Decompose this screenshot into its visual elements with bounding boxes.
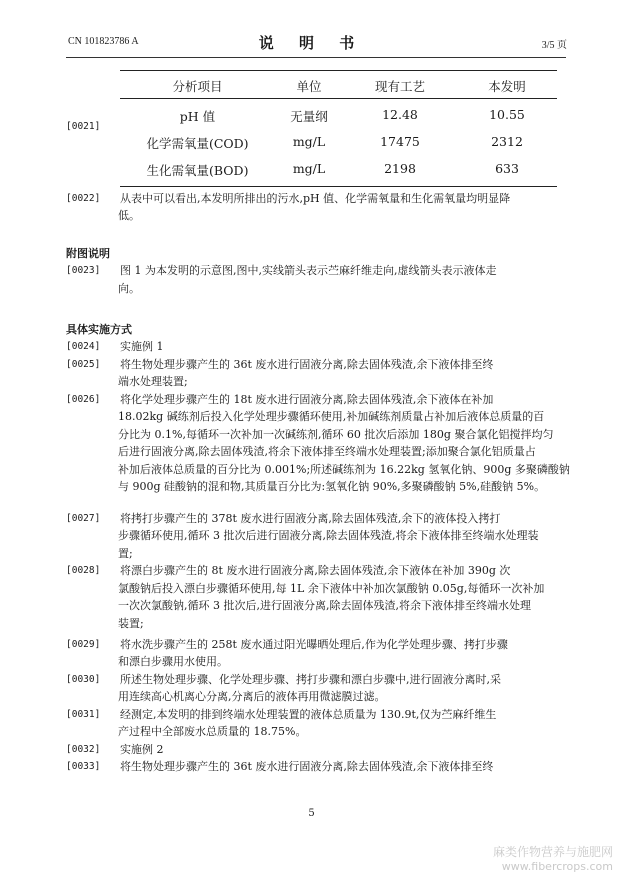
table-cell: 633 [495, 161, 519, 176]
paragraph-number: [0029] [66, 639, 101, 650]
page-number: 5 [308, 808, 315, 819]
watermark-text: 麻类作物营养与施肥网 [492, 845, 613, 859]
paragraph-line: 端水处理装置; [118, 375, 188, 388]
table-top-rule [120, 70, 557, 71]
paragraph-line: 用连续高心机离心分离,分离后的液体再用微滤膜过滤。 [118, 690, 386, 703]
paragraph-number: [0022] [66, 193, 101, 204]
table-cell: 2312 [491, 134, 523, 149]
document-title: 说 明 书 [258, 34, 365, 52]
paragraph-line: 一次次氯酸钠,循环 3 批次后,进行固液分离,除去固体残渣,将余下液体排至终端水处理 [118, 599, 531, 612]
paragraph-line: 将化学处理步骤产生的 18t 废水进行固液分离,除去固体残渣,余下液体在补加 [120, 393, 494, 406]
paragraph-line: 将水洗步骤产生的 258t 废水通过阳光曝晒处理后,作为化学处理步骤、拷打步骤 [120, 638, 508, 651]
header-rule [66, 57, 566, 58]
paragraph-line: 与 900g 硅酸钠的混和物,其质量百分比为:氢氧化钠 90%,多聚磷酸钠 5%,硅酸钠 5%。 [118, 480, 546, 493]
paragraph-line: 置; [118, 547, 133, 560]
paragraph-line: 将漂白步骤产生的 8t 废水进行固液分离,除去固体残渣,余下液体在补加 390g 次 [120, 564, 511, 577]
table-header-cell: 单位 [296, 79, 322, 94]
paragraph-line: 18.02kg 碱练剂后投入化学处理步骤循环使用,补加碱练剂质量占补加后液体总质量的百 [118, 410, 545, 423]
watermark-url: www.fibercrops.com [501, 860, 613, 873]
paragraph-number: [0028] [66, 565, 101, 576]
paragraph-line: 步骤循环使用,循环 3 批次后进行固液分离,除去固体残渣,将余下液体排至终端水处理装 [118, 529, 539, 542]
paragraph-line: 将生物处理步骤产生的 36t 废水进行固液分离,除去固体残渣,余下液体排至终 [120, 760, 494, 773]
table-cell: 12.48 [382, 107, 418, 122]
table-header-cell: 本发明 [488, 79, 526, 94]
paragraph-number: [0023] [66, 265, 101, 276]
paragraph-line: 经测定,本发明的排到终端水处理装置的液体总质量为 130.9t,仅为苎麻纤维生 [120, 708, 497, 721]
paragraph-line: 装置; [118, 617, 144, 630]
paragraph-number: [0030] [66, 674, 101, 685]
paragraph-line: 分比为 0.1%,每循环一次补加一次碱练剂,循环 60 批次后添加 180g 聚合氯化铝搅拌均匀 [118, 428, 554, 441]
table-cell: 2198 [384, 161, 416, 176]
paragraph-line: 氯酸钠后投入漂白步骤循环使用,每 1L 余下液体中补加次氯酸钠 0.05g,每循环一次补加 [118, 582, 545, 595]
paragraph-line: 将生物处理步骤产生的 36t 废水进行固液分离,除去固体残渣,余下液体排至终 [120, 358, 494, 371]
table-cell: 17475 [380, 134, 420, 149]
table-cell: 10.55 [489, 107, 525, 122]
table-header-rule [120, 98, 557, 99]
paragraph-line: 将拷打步骤产生的 378t 废水进行固液分离,除去固体残渣,余下的液体投入拷打 [120, 512, 501, 525]
paragraph-line: 补加后液体总质量的百分比为 0.001%;所述碱练剂为 16.22kg 氢氧化钠、900g 多聚磷酸钠 [118, 463, 570, 476]
section-heading: 具体实施方式 [66, 323, 132, 336]
paragraph-number: [0032] [66, 744, 101, 755]
table-cell: mg/L [292, 161, 326, 176]
paragraph-line: 和漂白步骤用水使用。 [118, 655, 228, 668]
paragraph-line: 向。 [118, 282, 140, 295]
table-cell: 生化需氧量(BOD) [146, 163, 249, 178]
paragraph-number: [0031] [66, 709, 101, 720]
table-bottom-rule [120, 186, 557, 187]
paragraph-line: 从表中可以看出,本发明所排出的污水,pH 值、化学需氧量和生化需氧量均明显降 [120, 192, 511, 205]
paragraph-number: [0026] [66, 394, 101, 405]
paragraph-number: [0021] [66, 121, 101, 132]
paragraph-line: 实施例 2 [120, 743, 164, 756]
paragraph-number: [0027] [66, 513, 101, 524]
patent-number: CN 101823786 A [68, 36, 139, 47]
paragraph-line: 产过程中全部废水总质量的 18.75%。 [118, 725, 307, 738]
table-header-cell: 现有工艺 [374, 79, 425, 94]
paragraph-line: 图 1 为本发明的示意图,图中,实线箭头表示苎麻纤维走向,虚线箭头表示液体走 [120, 264, 497, 277]
table-cell: mg/L [292, 134, 326, 149]
paragraph-number: [0024] [66, 341, 101, 352]
paragraph-line: 所述生物处理步骤、化学处理步骤、拷打步骤和漂白步骤中,进行固液分离时,采 [120, 673, 501, 686]
paragraph-number: [0033] [66, 761, 101, 772]
table-cell: 无量纲 [290, 109, 328, 124]
table-cell: pH 值 [179, 109, 216, 124]
table-cell: 化学需氧量(COD) [146, 136, 249, 151]
section-heading: 附图说明 [66, 247, 110, 260]
paragraph-number: [0025] [66, 359, 101, 370]
paragraph-line: 低。 [118, 209, 140, 222]
page-info: 3/5 页 [541, 40, 567, 51]
table-header-cell: 分析项目 [172, 79, 223, 94]
paragraph-line: 后进行固液分离,除去固体残渣,将余下液体排至终端水处理装置;添加聚合氯化铝质量占 [118, 445, 536, 458]
paragraph-line: 实施例 1 [120, 340, 164, 353]
